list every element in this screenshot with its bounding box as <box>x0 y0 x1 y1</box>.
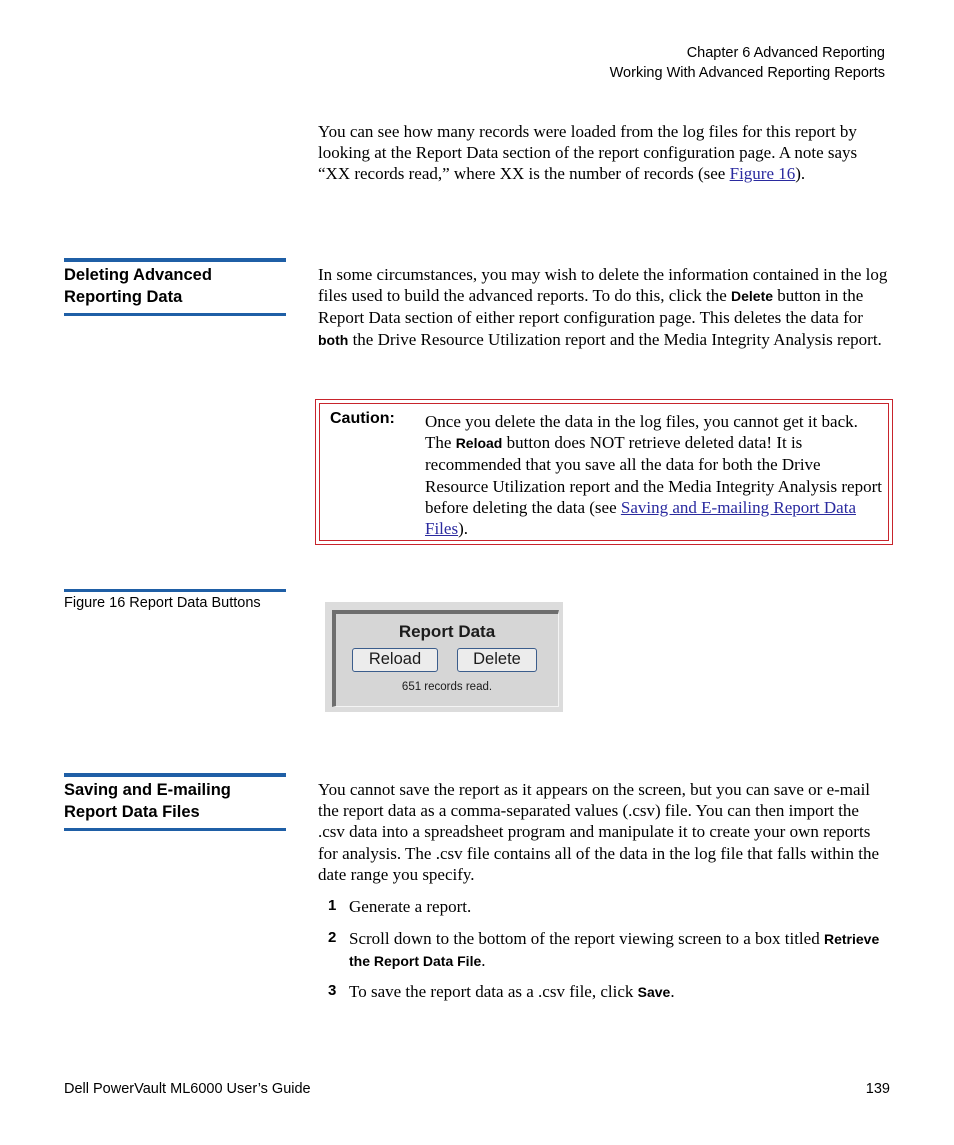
intro-text: You can see how many records were loaded from the log files for this report by looking at the Report Data section of the report configuration page. A note says “XX records read,” where XX is the number of records (see <box>318 122 858 184</box>
deleting-paragraph <box>318 264 890 351</box>
caution-text-3: ). <box>458 519 468 539</box>
caution-label: Caution: <box>330 410 395 427</box>
delete-run: Delete <box>731 288 774 305</box>
report-data-screenshot <box>325 602 563 712</box>
saving-heading: Saving and E-mailing Report Data Files <box>64 773 286 831</box>
records-read-note: 651 records read. <box>401 681 493 693</box>
step-text-part: Scroll down to the bottom of the report viewing screen to a box titled <box>349 929 824 948</box>
caution-inner-border <box>319 403 889 541</box>
caution-text <box>425 411 887 539</box>
step-text <box>349 928 889 972</box>
caution-text-2: button does NOT retrieve deleted data! It is recommended that you save all the data for both the Drive Resource Utilization report and the Media Integrity Analysis report before deleting the data (see <box>425 433 882 517</box>
step-run: Retrieve the Report Data File <box>349 931 880 970</box>
figure-16-link[interactable]: Figure 16 <box>729 164 796 184</box>
saving-paragraph: You cannot save the report as it appears on the screen, but you can save or e-mail the report data as a comma-separated values (.csv) file. You can then import the .csv data into a spreadsheet program and manipulate it to create your own reports for analysis. The .csv file contains all of the data in the log file that falls within the date range you specify. <box>318 780 880 884</box>
reload-button[interactable]: Reload <box>352 648 438 672</box>
intro-paragraph <box>318 121 890 185</box>
step-number: 2 <box>328 929 337 946</box>
footer-guide-title: Dell PowerVault ML6000 User’s Guide <box>64 1081 311 1097</box>
figure-caption: Figure 16 Report Data Buttons <box>64 589 286 611</box>
report-data-title: Report Data <box>398 622 496 641</box>
deleting-heading: Deleting Advanced Reporting Data <box>64 258 286 316</box>
step-text-end: . <box>670 982 675 1001</box>
delete-button[interactable]: Delete <box>457 648 537 672</box>
chapter-title: Chapter 6 Advanced Reporting <box>686 45 885 61</box>
both-run: both <box>318 331 349 348</box>
step-text <box>349 981 889 1003</box>
page-number: 139 <box>865 1081 890 1097</box>
saving-section-link[interactable]: Saving and E-mailing Report Data Files <box>425 497 856 539</box>
caution-box <box>315 399 893 545</box>
deleting-text-2: button in the Report Data section of either report configuration page. This deletes the data for <box>318 286 864 328</box>
deleting-text-3: the Drive Resource Utilization report and the Media Integrity Analysis report. <box>348 329 882 349</box>
step-run: Save <box>637 984 671 1000</box>
report-data-panel <box>332 610 559 707</box>
deleting-text-1: In some circumstances, you may wish to delete the information contained in the log files used to build the advanced reports. To do this, click the <box>318 265 888 306</box>
step-number: 1 <box>328 897 337 914</box>
caution-text-1: Once you delete the data in the log files, you cannot get it back. The <box>425 412 858 453</box>
step-number: 3 <box>328 982 337 999</box>
step-text: Generate a report. <box>349 897 472 916</box>
running-header <box>610 43 885 83</box>
step-text-end: . <box>481 951 486 971</box>
reload-run: Reload <box>455 435 503 452</box>
section-title: Working With Advanced Reporting Reports <box>609 65 885 81</box>
step-text-part: To save the report data as a .csv file, click <box>349 982 638 1001</box>
intro-text-end: ). <box>795 164 806 184</box>
